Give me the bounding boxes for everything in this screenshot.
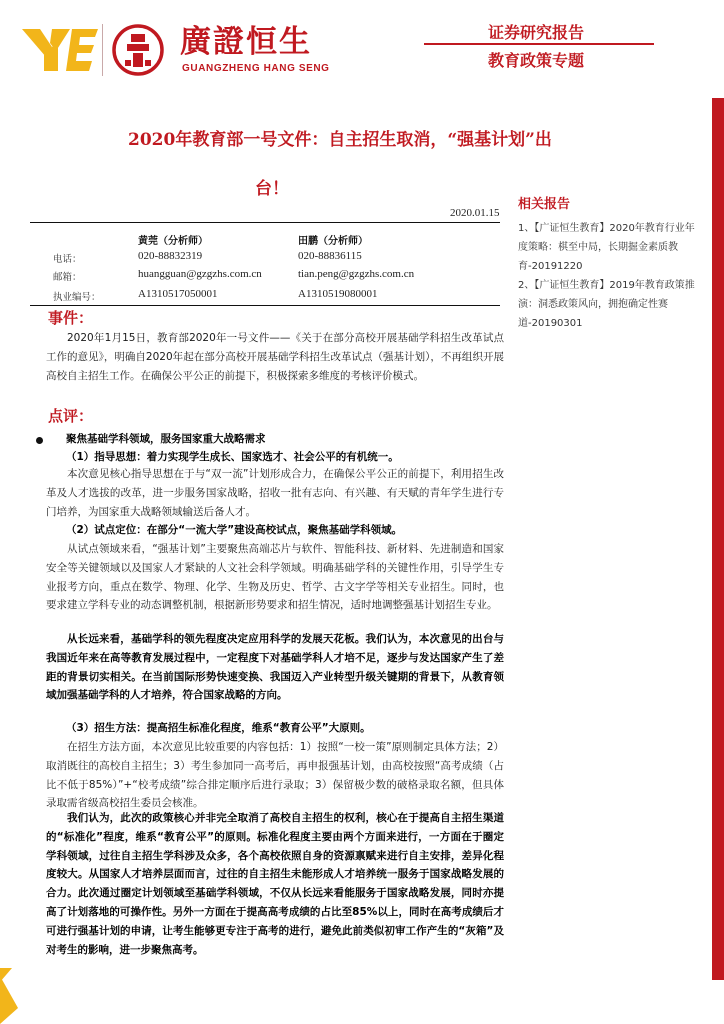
page-title: 2020年教育部一号文件：自主招生取消，“强基计划”出 xyxy=(128,130,552,150)
phone-label: 电话： xyxy=(53,254,82,265)
analyst-divider xyxy=(30,305,500,306)
brand-name-en: GUANGZHENG HANG SENG xyxy=(182,63,330,74)
analyst-a-license: A1310517050001 xyxy=(138,288,218,300)
logo-divider xyxy=(102,24,103,76)
title-divider xyxy=(30,222,500,223)
analyst-a-phone: 020-88832319 xyxy=(138,250,203,262)
related-reports-heading: 相关报告 xyxy=(518,197,571,212)
section-3-title: （3）招生方法：提高招生标准化程度，维系“教育公平”大原则。 xyxy=(66,722,371,734)
seal-logo-icon xyxy=(112,24,164,76)
email-label: 邮箱： xyxy=(53,272,82,283)
header-divider xyxy=(424,43,654,45)
ye-logo-icon xyxy=(22,27,98,73)
side-accent-bar xyxy=(712,98,724,980)
bullet-title: 聚焦基础学科领域，服务国家重大战略需求 xyxy=(66,433,266,445)
analyst-b-phone: 020-88836115 xyxy=(298,250,362,262)
event-heading: 事件： xyxy=(48,309,94,327)
brand-name: 廣證恒生 xyxy=(180,24,312,60)
section-1-paragraph: 本次意见核心指导思想在于与“双一流”计划形成合力，在确保公平公正的前提下，利用招生改革及人才选拔的改革，进一步服务国家战略，招收一批有志向、有兴趣、有天赋的青年学生进行专门培养，为国家重大战略领域输送后备人才。 xyxy=(46,468,504,518)
section-2-paragraph: 从试点领域来看，“强基计划”主要聚焦高端芯片与软件、智能科技、新材料、先进制造和国家安全等关键领域以及国家人才紧缺的人文社会科学领域。明确基础学科的关键性作用，引导学生专业报考方向，重点在数学、物理、化学、生物及历史、哲学、古文字学等相关专业招生。同时，也要求建立学科专业的动态调整机制，根据新形势要求和招生情况，适时地调整强基计划招生专业。 xyxy=(46,543,504,612)
related-report-1[interactable]: 1、【广证恒生教育】2020年教育行业年度策略：棋至中局，长期掘金素质教育-20191220 xyxy=(518,223,695,272)
analyst-b-license: A1310519080001 xyxy=(298,288,378,300)
event-paragraph: 2020年1月15日，教育部2020年一号文件——《关于在部分高校开展基础学科招生改革试点工作的意见》，明确自2020年起在部分高校开展基础学科招生改革试点（强基计划），不再组织开展高校自主招生工作。在确保公平公正的前提下，积极探索多维度的考核评价模式。 xyxy=(46,332,504,382)
license-label: 执业编号： xyxy=(53,292,101,303)
analyst-a-email[interactable]: huangguan@gzgzhs.com.cn xyxy=(138,268,262,280)
view-2-paragraph: 我们认为，此次的政策核心并非完全取消了高校自主招生的权利，核心在于提高自主招生渠道的“标准化”程度，维系“教育公平”的原则。标准化程度主要由两个方面来进行，一方面在于圈定学科领域，过往自主招生学科涉及众多，各个高校依照自身的资源禀赋来进行自主安排，差异化程度较大。从国家人才培养层面而言，过往的自主招生未能形成人才培养统一服务于国家战略发展的合力。此次通过圈定计划领域至基础学科领域，不仅从长远来看能服务于国家战略发展，同时亦提高了计划落地的可操作性。另外一方面在于提高高考成绩的占比至85%以上，同时在高考成绩后才可进行强基计划的申请，让考生能够更专注于高考的进行，避免此前类似初审工作产生的“灰箱”及对考生的影响，进一步聚焦高考。 xyxy=(46,812,504,956)
analyst-b-email[interactable]: tian.peng@gzgzhs.com.cn xyxy=(298,268,415,280)
analyst-a-name: 黄莞（分析师） xyxy=(138,236,208,247)
report-type: 证券研究报告 xyxy=(488,23,585,42)
section-2-title: （2）试点定位：在部分“一流大学”建设高校试点，聚焦基础学科领域。 xyxy=(66,524,403,536)
related-report-2[interactable]: 2、【广证恒生教育】2019年教育政策推演：洞悉政策风向，拥抱确定性赛道-20190301 xyxy=(518,280,695,329)
comment-heading: 点评： xyxy=(48,407,94,425)
section-3-paragraph: 在招生方法方面，本次意见比较重要的内容包括：1）按照“一校一策”原则制定具体方法；2）取消既往的高校自主招生；3）考生参加同一高考后，再申报强基计划，由高校按照“高考成绩（占比不低于85%）”+“校考成绩”综合排定顺序后进行录取；3）保留极少数的破格录取名额，但具体录取需省级高校招生委员会核准。 xyxy=(46,741,504,810)
report-subtitle: 教育政策专题 xyxy=(488,51,585,70)
report-date: 2020.01.15 xyxy=(450,207,500,219)
bullet-icon xyxy=(36,437,43,444)
page-title-continued: 台！ xyxy=(255,179,289,199)
corner-decoration-icon xyxy=(0,968,22,1024)
analyst-b-name: 田鹏（分析师） xyxy=(298,236,368,247)
view-1-paragraph: 从长远来看，基础学科的领先程度决定应用科学的发展天花板。我们认为，本次意见的出台与我国近年来在高等教育发展过程中，一定程度下对基础学科人才培不足，逐步与发达国家产生了差距的背景切实相关。在当前国际形势快速变换、我国迈入产业转型升级关键期的背景下，从教育领域加强基础学科的人才培养，符合国家战略的方向。 xyxy=(46,633,504,702)
section-1-title: （1）指导思想：着力实现学生成长、国家选才、社会公平的有机统一。 xyxy=(66,451,399,463)
